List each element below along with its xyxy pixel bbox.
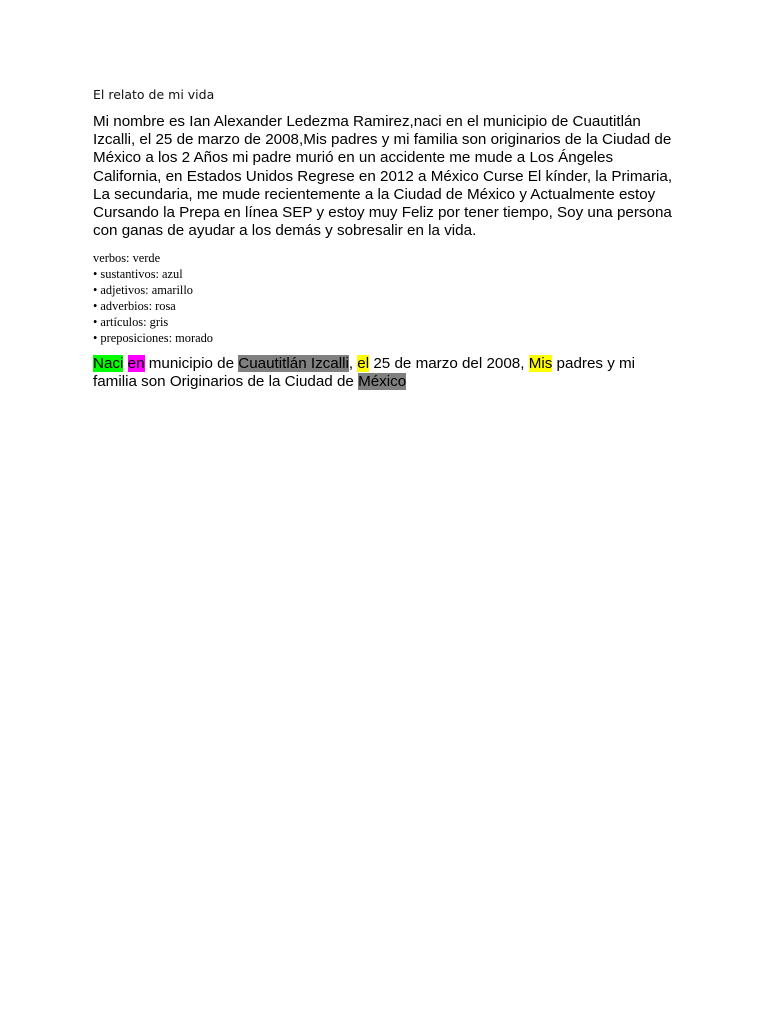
highlight-noun-place: Cuautitlán Izcalli [238,355,349,372]
highlight-adjective: Mis [528,355,553,372]
legend-item-adverbios: • adverbios: rosa [93,299,176,313]
legend-item-adjetivos: • adjetivos: amarillo [93,283,193,297]
story-paragraph: Mi nombre es Ian Alexander Ledezma Ramirez,naci en el municipio de Cuautitlán Izcalli, el 25 de marzo de 2008,Mis padres y mi familia son originarios de la Ciudad de México a los 2 Años mi padre murió en un accidente me mude a Los Ángeles California, en Estados Unidos Regrese en 2012 a México Curse El kínder, la Primaria, La secundaria, me mude recientemente a la Ciudad de México y Actualmente estoy Cursando la Prepa en línea SEP y estoy muy Feliz por tener tiempo, Soy una persona con ganas de ayudar a los demás y sobresalir en la vida. [93,113,673,240]
highlight-preposition: en [127,355,145,372]
legend-item-verbos: verbos: verde [93,251,161,265]
highlight-noun-city: México [358,373,407,391]
example-text: padres y mi familia son Originarios de la Ciudad de [93,355,636,391]
legend-item-articulos: • artículos: gris [93,315,169,329]
color-legend [93,250,213,346]
highlight-article: el [357,355,370,372]
highlighted-example [93,355,673,391]
example-text: municipio de [144,355,239,372]
legend-item-sustantivos: • sustantivos: azul [93,267,183,281]
example-text: , [348,355,358,372]
legend-item-preposiciones: • preposiciones: morado [93,331,213,345]
document-title: El relato de mi vida [93,87,215,102]
highlight-verb: Naci [93,355,124,372]
example-text: 25 de marzo del 2008, [369,355,529,372]
